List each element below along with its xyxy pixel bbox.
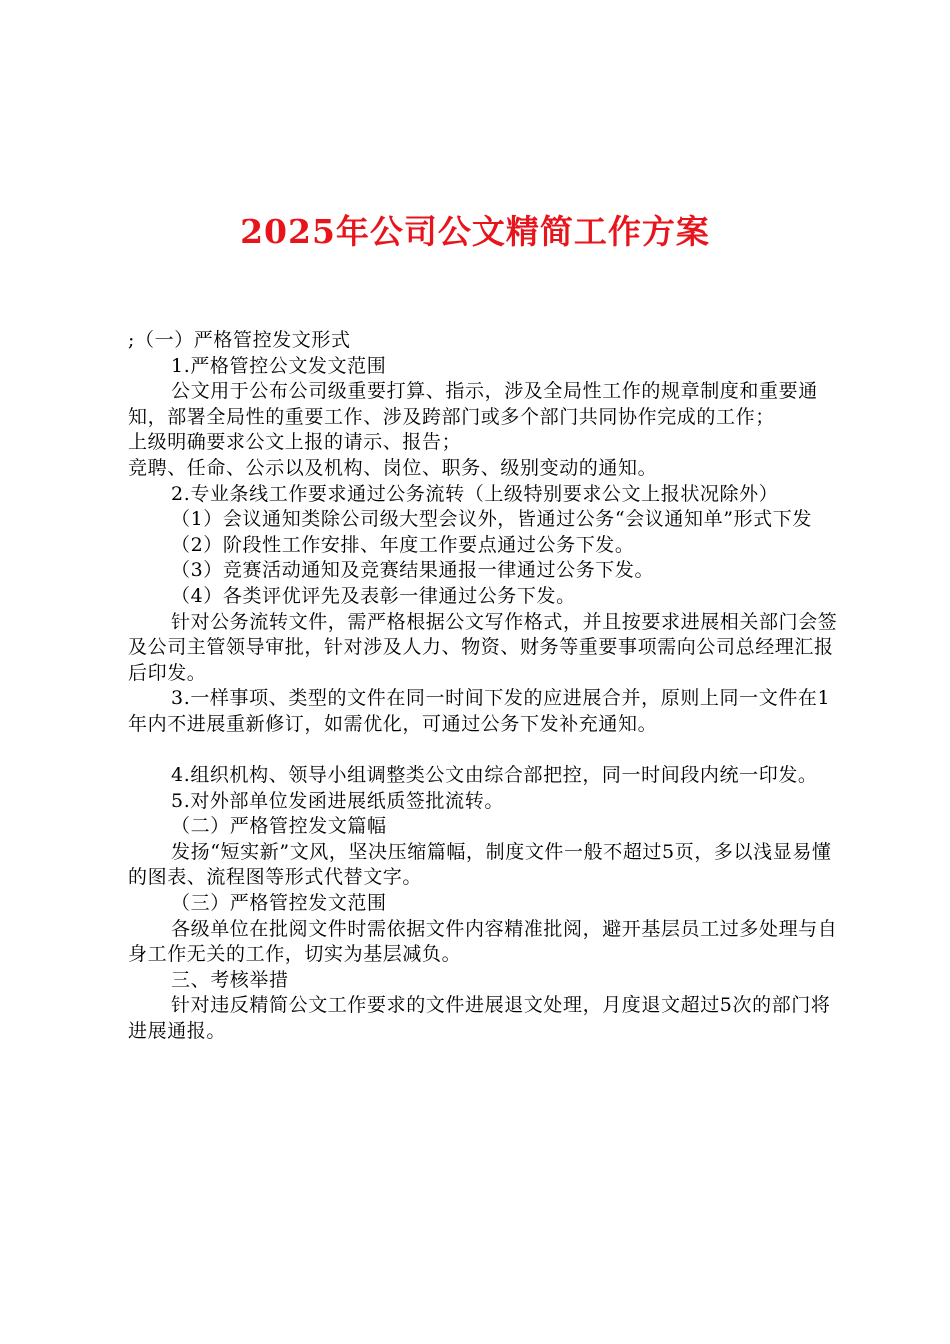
section-heading: （三）严格管控发文范围 xyxy=(171,892,387,915)
document-title: 2025年公司公文精简工作方案 xyxy=(240,212,710,251)
subsection-heading: 2.专业条线工作要求通过公务流转（上级特别要求公文上报状况除外） xyxy=(171,482,779,505)
list-item: （1）会议通知类除公司级大型会议外，皆通过公务“会议通知单”形式下发 xyxy=(171,508,812,531)
body-paragraph: 竞聘、任命、公示以及机构、岗位、职务、级别变动的通知。 xyxy=(128,456,658,479)
list-item: （2）阶段性工作安排、年度工作要点通过公务下发。 xyxy=(171,533,635,556)
list-item: （3）竞赛活动通知及竞赛结果通报一律通过公务下发。 xyxy=(171,559,655,582)
body-paragraph: 针对公务流转文件，需严格根据公文写作格式，并且按要求进展相关部门会签及公司主管领导审批，针对涉及人力、物资、财务等重要事项需向公司总经理汇报后印发。 xyxy=(128,610,838,684)
body-paragraph: 各级单位在批阅文件时需依据文件内容精准批阅，避开基层员工过多处理与自身工作无关的工作，切实为基层减负。 xyxy=(128,917,838,966)
body-paragraph: 公文用于公布公司级重要打算、指示，涉及全局性工作的规章制度和重要通知，部署全局性的重要工作、涉及跨部门或多个部门共同协作完成的工作； xyxy=(128,380,818,428)
section-heading: 三、考核举措 xyxy=(171,968,289,991)
body-paragraph: 针对违反精简公文工作要求的文件进展退文处理，月度退文超过5次的部门将进展通报。 xyxy=(128,994,831,1043)
body-paragraph: 发扬“短实新”文风，坚决压缩篇幅，制度文件一般不超过5页，多以浅显易懂的图表、流程图等形式代替文字。 xyxy=(128,840,832,889)
body-paragraph: 4.组织机构、领导小组调整类公文由综合部把控，同一时间段内统一印发。 xyxy=(171,764,818,787)
body-paragraph: 5.对外部单位发函进展纸质签批流转。 xyxy=(171,789,504,812)
section-heading: （二）严格管控发文篇幅 xyxy=(171,815,387,838)
paragraph-gap xyxy=(128,738,848,764)
body-paragraph: 上级明确要求公文上报的请示、报告； xyxy=(128,431,462,454)
list-item: （4）各类评优评先及表彰一律通过公务下发。 xyxy=(171,584,576,607)
body-paragraph: 3.一样事项、类型的文件在同一时间下发的应进展合并，原则上同一文件在1年内不进展重新修订，如需优化，可通过公务下发补充通知。 xyxy=(128,687,831,735)
subsection-heading: 1.严格管控公文发文范围 xyxy=(171,354,387,377)
document-body xyxy=(128,328,848,1045)
section-heading: ;（一）严格管控发文形式 xyxy=(128,329,351,351)
